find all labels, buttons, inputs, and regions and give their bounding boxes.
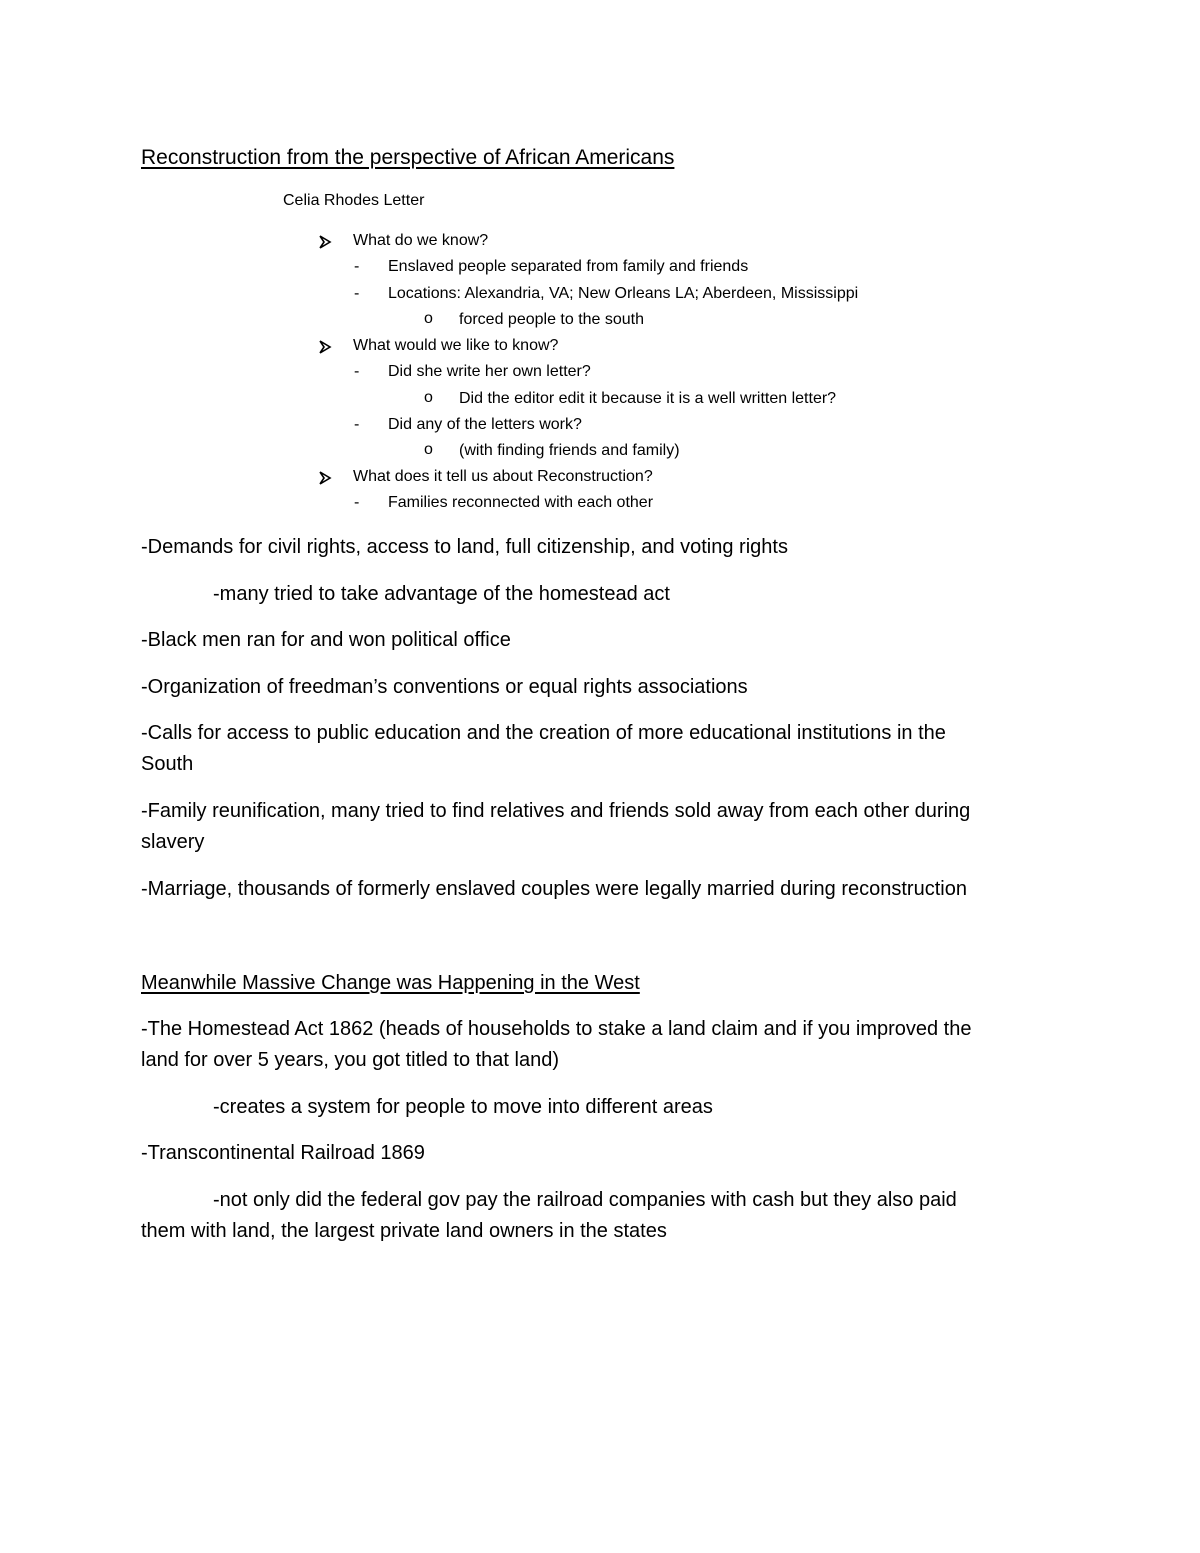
dash-bullet: -: [354, 285, 360, 302]
list-item: Families reconnected with each other: [388, 494, 654, 511]
circle-bullet: o: [424, 310, 433, 327]
list-item: Enslaved people separated from family and friends: [388, 258, 749, 275]
list-item: Did she write her own letter?: [388, 363, 591, 380]
note-paragraph: -Organization of freedman’s conventions or equal rights associations: [141, 676, 748, 698]
note-paragraph-continued: them with land, the largest private land owners in the states: [141, 1220, 667, 1242]
note-paragraph-continued: South: [141, 753, 194, 775]
note-paragraph: -Marriage, thousands of formerly enslaved couples were legally married during reconstruction: [141, 878, 967, 900]
subtitle-celia-rhodes-letter: Celia Rhodes Letter: [283, 192, 425, 209]
question-what-would-we-like-to-know: What would we like to know?: [353, 337, 559, 354]
list-item: Locations: Alexandria, VA; New Orleans LA; Aberdeen, Mississippi: [388, 285, 859, 302]
dash-bullet: -: [354, 363, 360, 380]
question-what-do-we-know: What do we know?: [353, 232, 489, 249]
note-subparagraph: -many tried to take advantage of the homestead act: [213, 583, 670, 605]
list-item: (with finding friends and family): [459, 442, 680, 459]
note-subparagraph: -not only did the federal gov pay the railroad companies with cash but they also paid: [213, 1189, 957, 1211]
dash-bullet: -: [354, 416, 360, 433]
circle-bullet: o: [424, 389, 433, 406]
note-paragraph: -Family reunification, many tried to find relatives and friends sold away from each other during: [141, 800, 971, 822]
circle-bullet: o: [424, 441, 433, 458]
note-paragraph: -Transcontinental Railroad 1869: [141, 1142, 425, 1164]
arrow-bullet-icon: [318, 471, 332, 485]
note-paragraph: -Demands for civil rights, access to land, full citizenship, and voting rights: [141, 536, 788, 558]
note-paragraph-continued: land for over 5 years, you got titled to that land): [141, 1049, 560, 1071]
note-paragraph: -Black men ran for and won political office: [141, 629, 511, 651]
list-item: Did any of the letters work?: [388, 416, 582, 433]
note-paragraph-continued: slavery: [141, 831, 205, 853]
list-item: forced people to the south: [459, 311, 645, 328]
list-item: Did the editor edit it because it is a well written letter?: [459, 390, 837, 407]
note-subparagraph: -creates a system for people to move into different areas: [213, 1096, 713, 1118]
dash-bullet: -: [354, 258, 360, 275]
arrow-bullet-icon: [318, 235, 332, 249]
note-paragraph: -Calls for access to public education and the creation of more educational institutions in the: [141, 722, 946, 744]
question-what-does-it-tell-us: What does it tell us about Reconstruction?: [353, 468, 653, 485]
section-title-reconstruction: Reconstruction from the perspective of African Americans: [141, 146, 675, 169]
note-paragraph: -The Homestead Act 1862 (heads of households to stake a land claim and if you improved the: [141, 1018, 972, 1040]
arrow-bullet-icon: [318, 340, 332, 354]
dash-bullet: -: [354, 494, 360, 511]
section-title-west: Meanwhile Massive Change was Happening in the West: [141, 972, 640, 994]
